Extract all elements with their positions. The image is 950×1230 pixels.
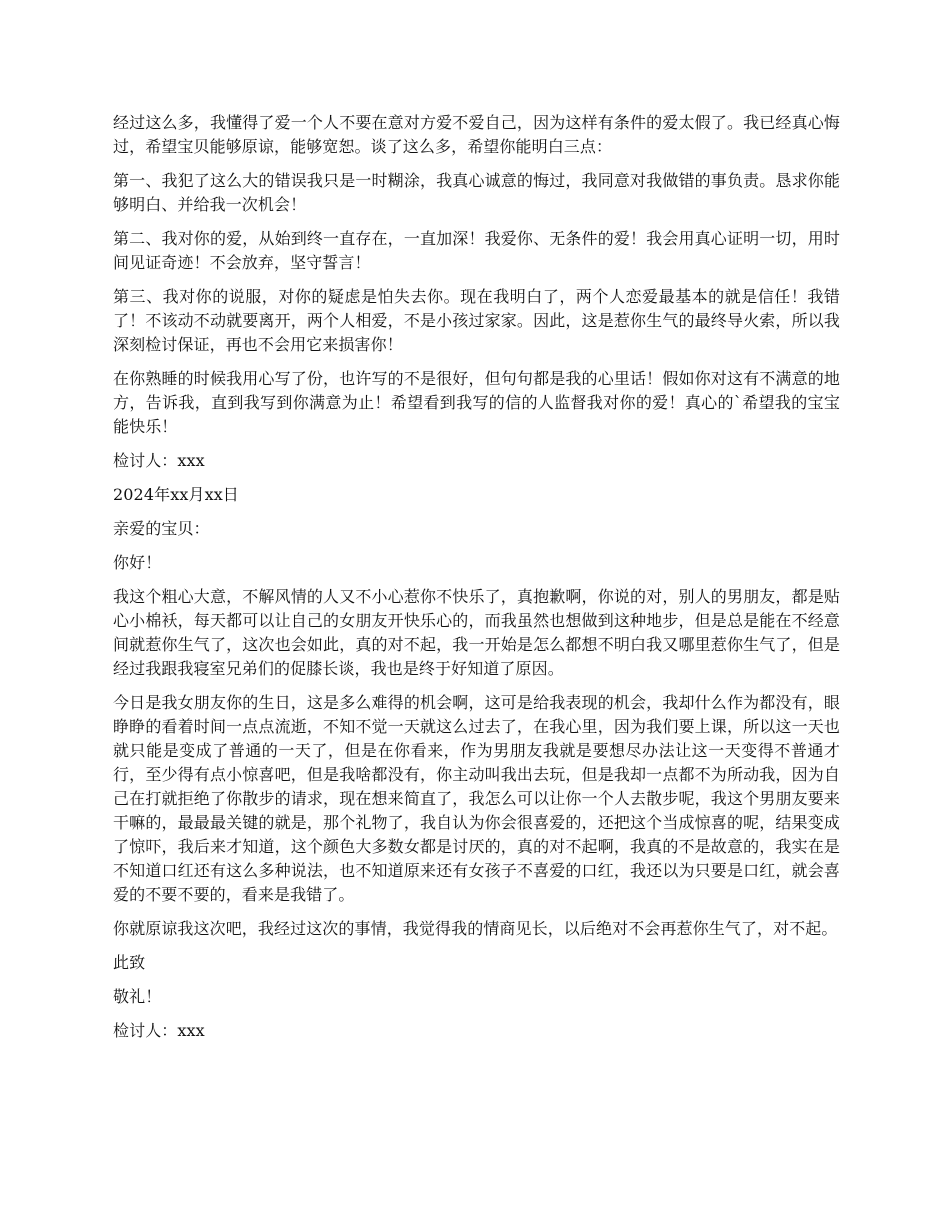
signature-line: 检讨人：xxx (113, 451, 205, 470)
salutation: 亲爱的宝贝： (113, 519, 210, 538)
paragraph-point-three: 第三、我对你的说服，对你的疑虑是怕失去你。现在我明白了，两个人恋爱最基本的就是信任！我错了！不该动不动就要离开，两个人相爱，不是小孩过家家。因此，这是惹你生气的最终导火索，所以我深刻检讨保证，再也不会用它来损害你！ (113, 287, 840, 354)
closing-jingli: 敬礼！ (113, 987, 162, 1006)
paragraph-intro: 经过这么多，我懂得了爱一个人不要在意对方爱不爱自己，因为这样有条件的爱太假了。我已经真心悔过，希望宝贝能够原谅，能够宽恕。谈了这么多，希望你能明白三点： (113, 113, 840, 156)
paragraph-birthday: 今日是我女朋友你的生日，这是多么难得的机会啊，这可是给我表现的机会，我却什么作为都没有，眼睁睁的看着时间一点点流逝，不知不觉一天就这么过去了，在我心里，因为我们要上课，所以这一天也就只能是变成了普通的一天了，但是在你看来，作为男朋友我就是要想尽办法让这一天变得不普通才行，至少得有点小惊喜吧，但是我啥都没有，你主动叫我出去玩，但是我却一点都不为所动我，因为自己在打就拒绝了你散步的请求，现在想来简直了，我怎么可以让你一个人去散步呢，我这个男朋友要来干嘛的，最最最关键的就是，那个礼物了，我自认为你会很喜爱的，还把这个当成惊喜的呢，结果变成了惊吓，我后来才知道，这个颜色大多数女都是讨厌的，真的对不起啊，我真的不是故意的，我实在是不知道口红还有这么多种说法，也不知道原来还有女孩子不喜爱的口红，我还以为只要是口红，就会喜爱的不要不要的，看来是我错了。 (113, 693, 840, 904)
paragraph-point-one: 第一、我犯了这么大的错误我只是一时糊涂，我真心诚意的悔过，我同意对我做错的事负责。恳求你能够明白、并给我一次机会！ (113, 171, 840, 214)
paragraph-apology: 我这个粗心大意，不解风情的人又不小心惹你不快乐了，真抱歉啊，你说的对，别人的男朋友，都是贴心小棉袄，每天都可以让自己的女朋友开快乐心的，而我虽然也想做到这种地步，但是总是能在不经意间就惹你生气了，这次也会如此，真的对不起，我一开始是怎么都想不明白我又哪里惹你生气了，但是经过我跟我寝室兄弟们的促膝长谈，我也是终于好知道了原因。 (113, 587, 840, 678)
paragraph-point-two: 第二、我对你的爱，从始到终一直存在，一直加深！我爱你、无条件的爱！我会用真心证明一切，用时间见证奇迹！不会放弃，坚守誓言！ (113, 229, 840, 272)
closing-cizhi: 此致 (113, 953, 146, 972)
document-body (113, 111, 840, 1053)
date-line: 2024年xx月xx日 (113, 485, 239, 504)
paragraph-forgive: 你就原谅我这次吧，我经过这次的事情，我觉得我的情商见长，以后绝对不会再惹你生气了，对不起。 (113, 919, 838, 938)
signature-line-final: 检讨人：xxx (113, 1021, 205, 1040)
greeting: 你好！ (113, 553, 162, 572)
paragraph-closing: 在你熟睡的时候我用心写了份，也许写的不是很好，但句句都是我的心里话！假如你对这有不满意的地方，告诉我，直到我写到你满意为止！希望看到我写的信的人监督我对你的爱！真心的`希望我的宝宝能快乐！ (113, 369, 840, 436)
